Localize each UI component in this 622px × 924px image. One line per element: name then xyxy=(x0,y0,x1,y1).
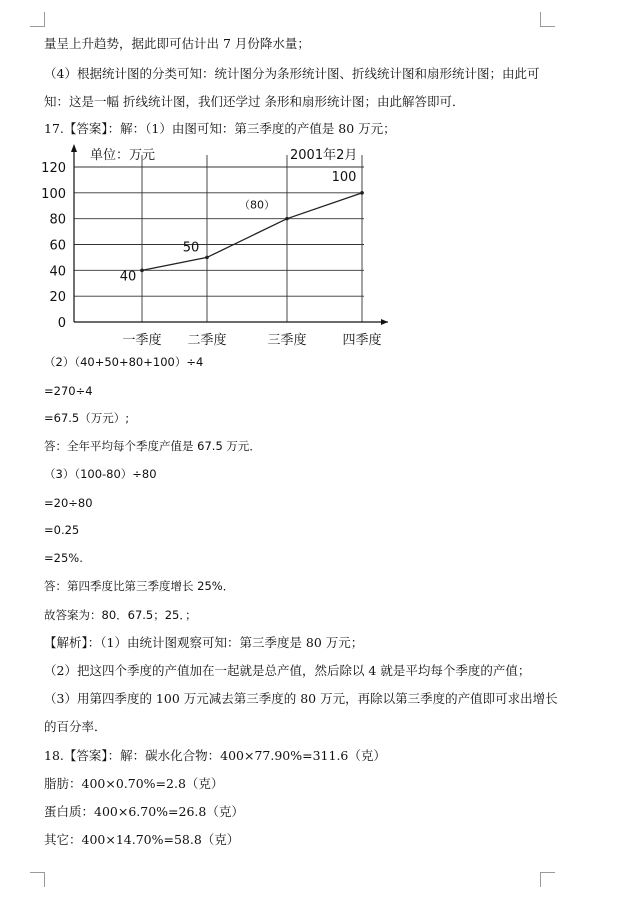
chart-unit-label: 单位：万元 xyxy=(90,148,156,163)
quarterly-output-line-chart xyxy=(30,142,390,354)
answer-18-heading: 18.【答案】：解：碳水化合物：400×77.90%=311.6（克） xyxy=(44,748,386,763)
data-point xyxy=(205,256,209,260)
data-point xyxy=(360,191,364,195)
page-corner-mark xyxy=(540,872,555,887)
text-line: =67.5（万元）; xyxy=(44,411,130,425)
y-tick-label: 60 xyxy=(49,238,66,254)
text-line: =25%. xyxy=(44,551,83,565)
text-line: =270÷4 xyxy=(44,384,93,398)
text-line: =0.25 xyxy=(44,523,80,537)
text-line: （2）（40+50+80+100）÷4 xyxy=(44,355,204,369)
x-category-label: 一季度 xyxy=(122,333,162,348)
text-line: 脂肪：400×0.70%=2.8（克） xyxy=(44,776,224,791)
text-line: 量呈上升趋势，据此即可估计出 7 月份降水量； xyxy=(44,36,310,51)
x-category-label: 四季度 xyxy=(342,333,382,348)
data-point xyxy=(140,269,144,273)
text-line: 知：这是一幅 折线统计图，我们还学过 条形和扇形统计图；由此解答即可． xyxy=(44,94,465,109)
y-tick-label: 80 xyxy=(49,212,66,228)
y-tick-label: 20 xyxy=(49,290,66,306)
text-line: 答：全年平均每个季度产值是 67.5 万元． xyxy=(44,439,261,453)
data-label: 100 xyxy=(331,169,357,185)
text-line: （4）根据统计图的分类可知：统计图分为条形统计图、折线统计图和扇形统计图；由此可 xyxy=(44,66,540,81)
chart-grid xyxy=(74,155,364,322)
analysis-heading: 【解析】：（1）由统计图观察可知：第三季度是 80 万元； xyxy=(44,635,364,650)
page-corner-mark xyxy=(30,872,45,887)
text-line: 其它：400×14.70%=58.8（克） xyxy=(44,832,240,847)
y-tick-label: 100 xyxy=(41,186,66,202)
y-tick-label: 0 xyxy=(57,316,66,331)
text-line: （3）（100-80）÷80 xyxy=(44,467,157,481)
x-category-label: 三季度 xyxy=(267,333,307,348)
data-label: 40 xyxy=(119,269,137,285)
data-label: 50 xyxy=(182,240,200,256)
data-label: （80） xyxy=(239,198,275,212)
text-line: 的百分率． xyxy=(44,719,107,734)
y-tick-label: 40 xyxy=(49,264,66,280)
data-point xyxy=(285,217,289,221)
text-line: （2）把这四个季度的产值加在一起就是总产值，然后除以 4 就是平均每个季度的产值； xyxy=(44,663,531,678)
text-line: =20÷80 xyxy=(44,496,93,510)
text-line: （3）用第四季度的 100 万元减去第三季度的 80 万元，再除以第三季度的产值即可求出增长 xyxy=(44,691,558,706)
x-category-labels xyxy=(122,332,381,348)
text-line: 蛋白质：400×6.70%=26.8（克） xyxy=(44,804,244,819)
x-axis-arrow xyxy=(381,319,388,325)
y-tick-labels xyxy=(41,161,66,331)
answer-17-heading: 17.【答案】：解：（1）由图可知：第三季度的产值是 80 万元； xyxy=(44,121,396,136)
x-category-label: 二季度 xyxy=(187,333,227,348)
page-corner-mark xyxy=(540,12,555,27)
y-axis-arrow xyxy=(71,144,77,152)
chart-title: 2001年2月 xyxy=(290,148,358,163)
page-corner-mark xyxy=(30,12,45,27)
text-line: 故答案为：80．67.5；25．； xyxy=(44,608,197,622)
y-tick-label: 120 xyxy=(41,161,66,176)
text-line: 答：第四季度比第三季度增长 25%． xyxy=(44,579,235,593)
